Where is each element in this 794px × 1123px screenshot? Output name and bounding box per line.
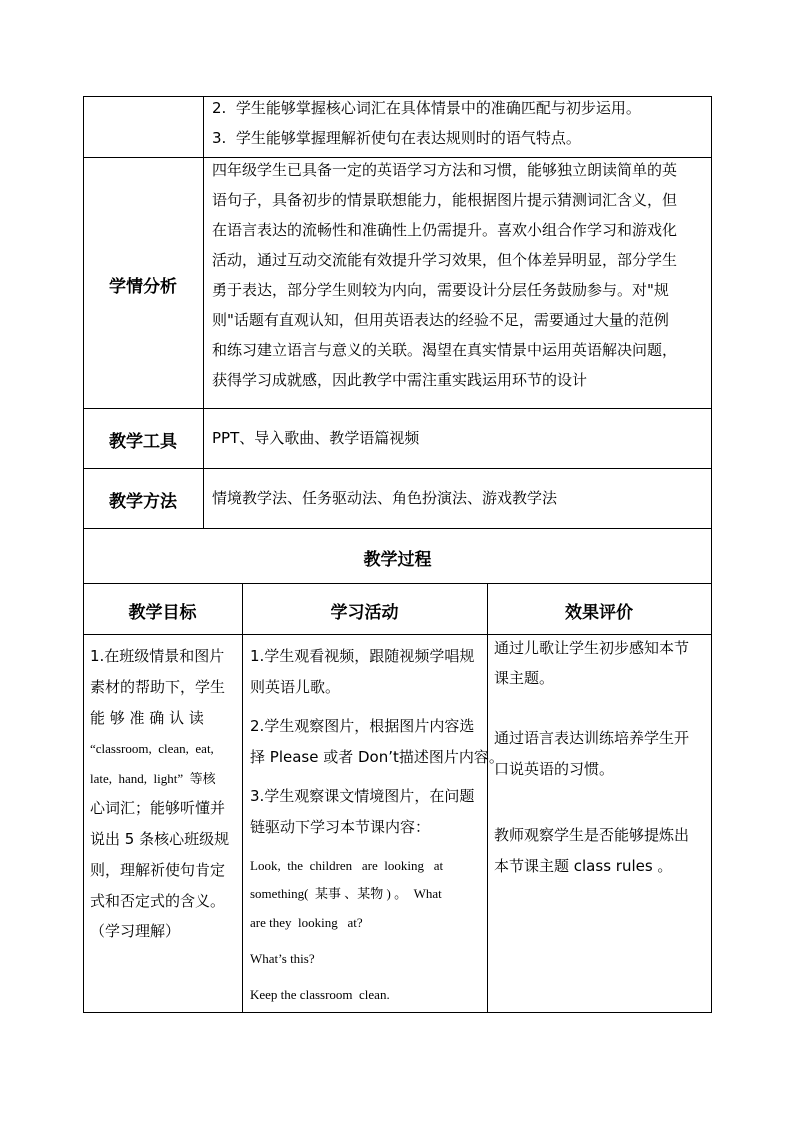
activity-line: 1.学生观看视频，跟随视频学唱规 xyxy=(250,647,475,665)
process-column-divider-1 xyxy=(242,583,243,1013)
goal-line: 心词汇；能够听懂并 xyxy=(90,799,226,817)
evaluation-line: 本节课主题 class rules 。 xyxy=(494,857,673,875)
activity-line: 链驱动下学习本节课内容： xyxy=(250,818,431,836)
methods-label: 教学方法 xyxy=(109,492,177,512)
evaluation-line: 课主题。 xyxy=(494,669,555,687)
goal-item-3: 3. 学生能够掌握理解祈使句在表达规则时的语气特点。 xyxy=(212,129,581,147)
activity-line: 2.学生观察图片，根据图片内容选 xyxy=(250,717,475,735)
activity-line: 则英语儿歌。 xyxy=(250,678,341,696)
table-divider xyxy=(83,528,712,529)
activity-english-line: are they looking at? xyxy=(250,915,363,930)
tools-label: 教学工具 xyxy=(109,432,177,452)
analysis-line: 活动，通过互动交流能有效提升学习效果，但个体差异明显，部分学生 xyxy=(212,251,678,269)
evaluation-line: 通过语言表达训练培养学生开 xyxy=(494,729,690,747)
goal-item-2: 2. 学生能够掌握核心词汇在具体情景中的准确匹配与初步运用。 xyxy=(212,99,641,117)
goal-line: late, hand, light” 等核 xyxy=(90,771,216,786)
analysis-line: 则"话题有直观认知，但用英语表达的经验不足，需要通过大量的范例 xyxy=(212,311,669,329)
process-title: 教学过程 xyxy=(363,550,432,570)
analysis-line: 获得学习成就感，因此教学中需注重实践运用环节的设计 xyxy=(212,371,588,389)
activity-english-line: Look, the children are looking at xyxy=(250,858,444,873)
column-header-activities: 学习活动 xyxy=(330,603,399,623)
table-border-bottom xyxy=(83,1012,712,1013)
goal-line: “classroom, clean, eat, xyxy=(90,741,214,756)
table-divider xyxy=(83,583,712,584)
goal-line: 1.在班级情景和图片 xyxy=(90,647,225,665)
evaluation-line: 通过儿歌让学生初步感知本节 xyxy=(494,639,690,657)
goal-line: 说出 5 条核心班级规 xyxy=(90,830,230,848)
analysis-line: 和练习建立语言与意义的关联。渴望在真实情景中运用英语解决问题， xyxy=(212,341,678,359)
activity-line: 3.学生观察课文情境图片，在问题 xyxy=(250,787,475,805)
table-divider xyxy=(83,408,712,409)
activity-english-line: What’s this? xyxy=(250,951,315,966)
goal-line: 则，理解祈使句肯定 xyxy=(90,861,226,879)
column-header-evaluation: 效果评价 xyxy=(565,603,633,623)
label-column-divider xyxy=(203,96,204,528)
process-column-divider-2 xyxy=(487,583,488,1013)
goal-line: 素材的帮助下，学生 xyxy=(90,678,226,696)
evaluation-line: 教师观察学生是否能够提炼出 xyxy=(494,826,690,844)
analysis-line: 语句子，具备初步的情景联想能力，能根据图片提示猜测词汇含义，但 xyxy=(212,191,678,209)
goal-line: 式和否定式的含义。 xyxy=(90,892,226,910)
column-header-goals: 教学目标 xyxy=(128,603,197,623)
table-divider xyxy=(83,468,712,469)
student-analysis-label: 学情分析 xyxy=(109,277,177,297)
analysis-line: 在语言表达的流畅性和准确性上仍需提升。喜欢小组合作学习和游戏化 xyxy=(212,221,678,239)
tools-value: PPT、导入歌曲、教学语篇视频 xyxy=(212,429,420,447)
analysis-line: 四年级学生已具备一定的英语学习方法和习惯，能够独立朗读简单的英 xyxy=(212,161,678,179)
goal-line: （学习理解） xyxy=(90,922,181,940)
goal-line: 能 够 准 确 认 读 xyxy=(90,709,204,727)
activity-english-line: something( 某事 、某物 ) 。 What xyxy=(250,886,442,901)
activity-line: 择 Please 或者 Don’t描述图片内容。 xyxy=(250,748,504,766)
evaluation-line: 口说英语的习惯。 xyxy=(494,760,615,778)
activity-english-line: Keep the classroom clean. xyxy=(250,987,390,1002)
methods-value: 情境教学法、任务驱动法、角色扮演法、游戏教学法 xyxy=(212,489,558,507)
analysis-line: 勇于表达，部分学生则较为内向，需要设计分层任务鼓励参与。对"规 xyxy=(212,281,669,299)
